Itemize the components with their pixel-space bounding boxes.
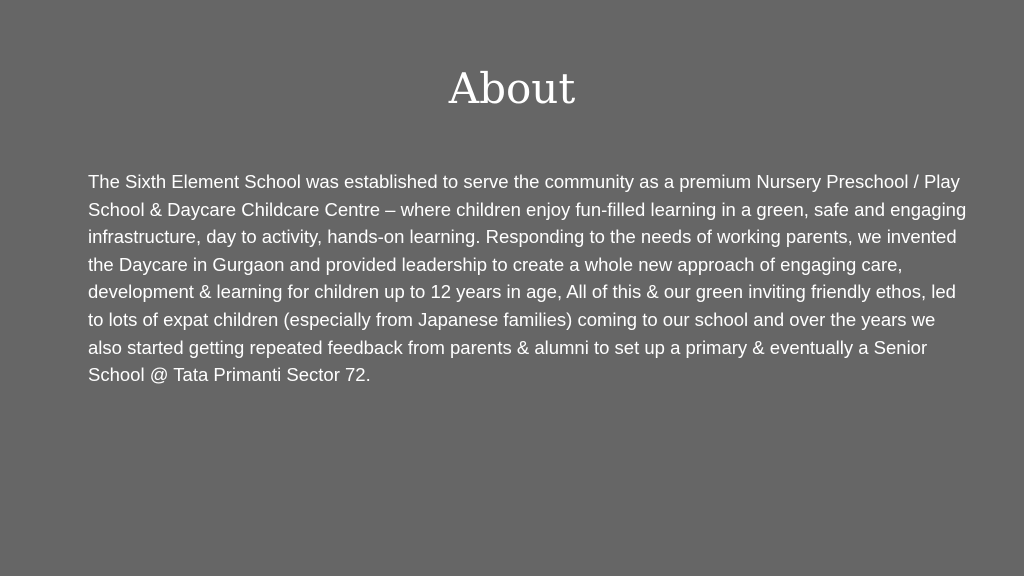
about-paragraph: The Sixth Element School was established to serve the community as a premium Nursery Preschool / Play School & Daycare Childcare Centre – where children enjoy fun-filled learning in a green, safe and engaging infrastructure, day to activity, hands-on learning. Responding to the needs of working parents, we invented the Daycare in Gurgaon and provided leadership to create a whole new approach of engaging care, development & learning for children up to 12 years in age, All of this & our green inviting friendly ethos, led to lots of expat children (especially from Japanese families) coming to our school and over the years we also started getting repeated feedback from parents & alumni to set up a primary & eventually a Senior School @ Tata Primanti Sector 72.	[88, 171, 967, 386]
page-title: About	[448, 64, 576, 113]
